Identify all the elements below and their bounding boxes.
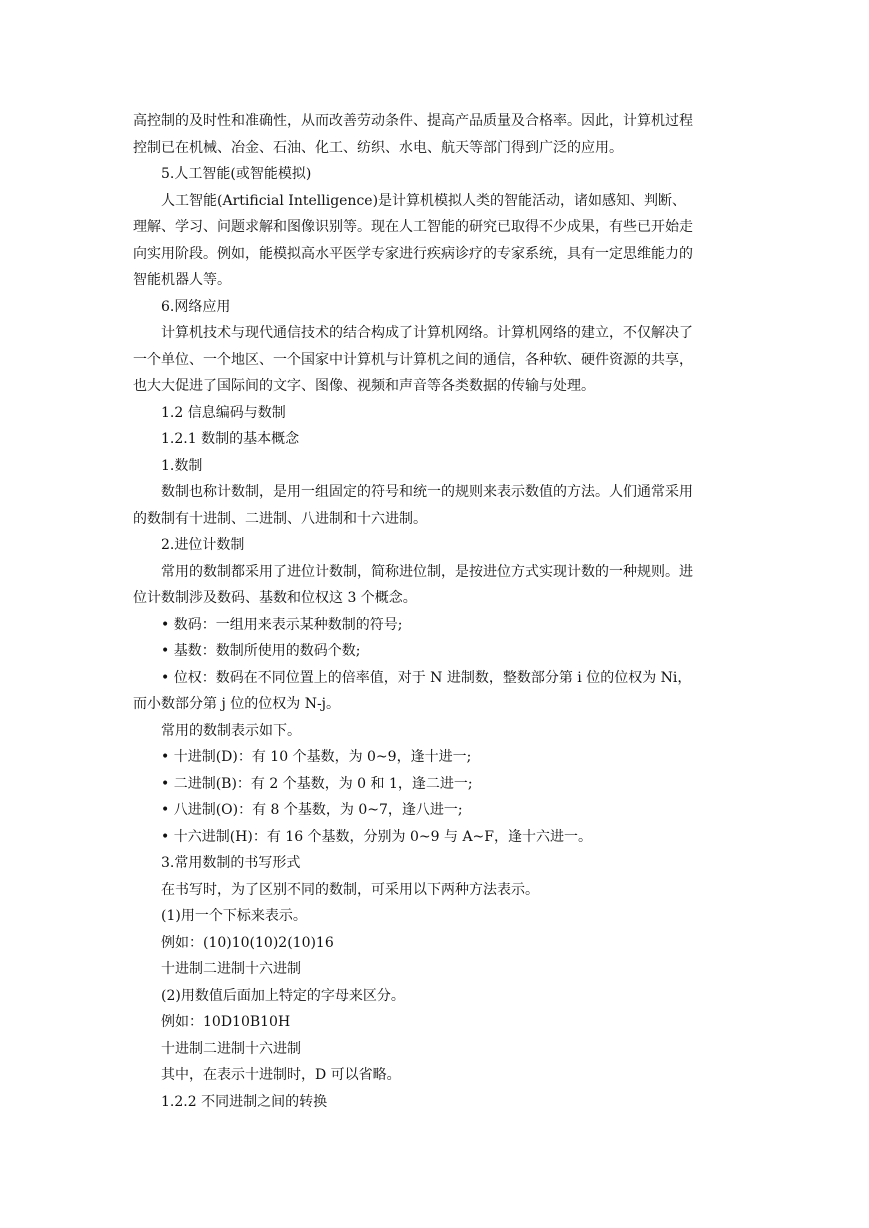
- text-line: 位计数制涉及数码、基数和位权这 3 个概念。: [133, 590, 417, 606]
- text-line: 常用的数制表示如下。: [161, 722, 301, 739]
- text-line: 人工智能(Artificial Intelligence)是计算机模拟人类的智能活动，诸如感知、判断、: [161, 192, 687, 209]
- text-line: 3.常用数制的书写形式: [161, 855, 301, 871]
- document-body: [133, 108, 738, 1115]
- text-line: 其中，在表示十进制时，D 可以省略。: [161, 1067, 401, 1083]
- text-line: 智能机器人等。: [133, 272, 231, 288]
- text-line: 向实用阶段。例如，能模拟高水平医学专家进行疾病诊疗的专家系统，具有一定思维能力的: [133, 245, 693, 262]
- text-line: 理解、学习、问题求解和图像识别等。现在人工智能的研究已取得不少成果，有些已开始走: [133, 219, 693, 235]
- text-line: 在书写时，为了区别不同的数制，可采用以下两种方法表示。: [161, 881, 539, 898]
- text-line: 2.进位计数制: [161, 537, 245, 553]
- text-line: 数制也称计数制，是用一组固定的符号和统一的规则来表示数值的方法。人们通常采用: [161, 484, 693, 500]
- text-line: • 基数：数制所使用的数码个数;: [161, 643, 361, 659]
- text-line: 控制已在机械、冶金、石油、化工、纺织、水电、航天等部门得到广泛的应用。: [133, 139, 623, 156]
- text-line: (2)用数值后面加上特定的字母来区分。: [161, 987, 405, 1004]
- text-line: • 八进制(O)：有 8 个基数，为 0~7，逢八进一;: [161, 802, 463, 818]
- text-line: 常用的数制都采用了进位计数制，简称进位制，是按进位方式实现计数的一种规则。进: [161, 563, 693, 580]
- text-line: • 十进制(D)：有 10 个基数，为 0~9，逢十进一;: [161, 749, 472, 765]
- text-line: 的数制有十进制、二进制、八进制和十六进制。: [133, 510, 427, 527]
- text-line: 十进制二进制十六进制: [161, 1040, 301, 1057]
- text-line: 1.数制: [161, 457, 203, 474]
- text-line: • 位权：数码在不同位置上的倍率值，对于 N 进制数，整数部分第 i 位的位权为 Ni，: [161, 669, 692, 686]
- text-line: • 十六进制(H)：有 16 个基数，分别为 0~9 与 A~F，逢十六进一。: [161, 828, 593, 845]
- text-line: 1.2 信息编码与数制: [161, 404, 286, 421]
- text-line: 十进制二进制十六进制: [161, 961, 301, 977]
- text-line: 而小数部分第 j 位的位权为 N-j。: [133, 696, 341, 712]
- text-line: 一个单位、一个地区、一个国家中计算机与计算机之间的通信，各种软、硬件资源的共享，: [133, 351, 693, 368]
- text-line: • 二进制(B)：有 2 个基数，为 0 和 1，逢二进一;: [161, 775, 473, 792]
- text-line: 5.人工智能(或智能模拟): [161, 166, 312, 182]
- text-line: 也大大促进了国际间的文字、图像、视频和声音等各类数据的传输与处理。: [133, 378, 595, 394]
- text-line: 高控制的及时性和准确性，从而改善劳动条件、提高产品质量及合格率。因此，计算机过程: [133, 113, 693, 129]
- text-line: (1)用一个下标来表示。: [161, 908, 307, 924]
- text-line: 例如：(10)10(10)2(10)16: [161, 934, 334, 951]
- text-line: 例如：10D10B10H: [161, 1014, 291, 1030]
- text-line: • 数码：一组用来表示某种数制的符号;: [161, 616, 403, 633]
- text-line: 计算机技术与现代通信技术的结合构成了计算机网络。计算机网络的建立，不仅解决了: [161, 325, 693, 341]
- text-line: 6.网络应用: [161, 298, 231, 315]
- text-line: 1.2.2 不同进制之间的转换: [161, 1093, 328, 1110]
- text-line: 1.2.1 数制的基本概念: [161, 431, 300, 447]
